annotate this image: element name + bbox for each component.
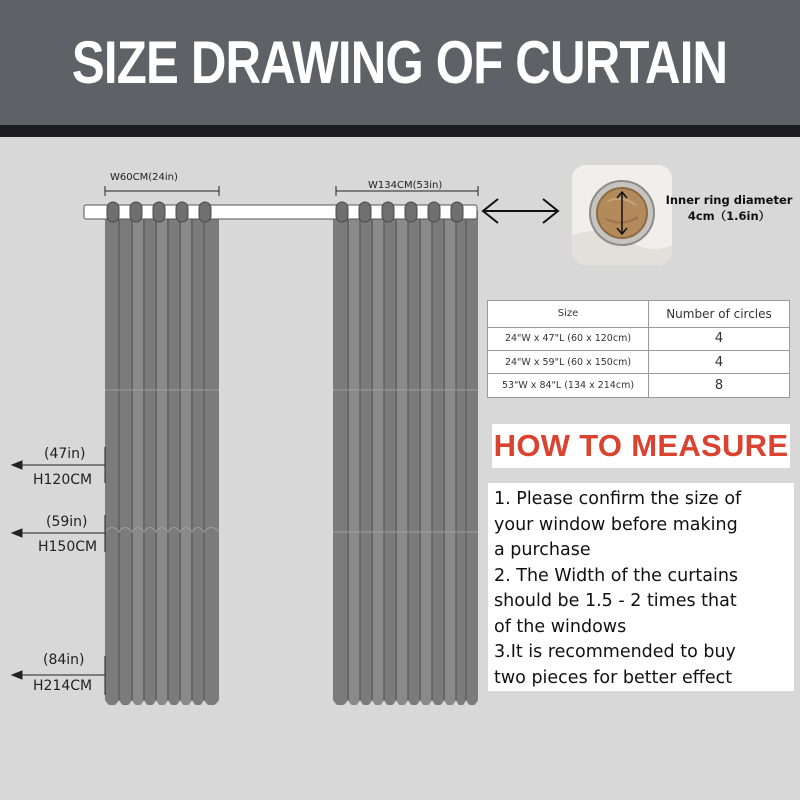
height-150-cm: H150CM [38, 539, 98, 555]
column-header-circles: Number of circles [649, 301, 790, 328]
right-curtain [333, 211, 478, 710]
left-curtain [105, 211, 219, 710]
grommet-ring-icon [572, 165, 672, 265]
right-width-label: W134CM(53in) [368, 180, 443, 191]
height-214-cm: H214CM [33, 678, 93, 694]
height-214-inches: (84in) [43, 652, 85, 668]
instruction-line: should be 1.5 - 2 times that [494, 591, 737, 611]
table-cell-size: 53"W x 84"L (134 x 214cm) [488, 374, 649, 398]
ring-label-line2: 4cm（1.6in） [687, 209, 771, 223]
height-120-inches: (47in) [44, 446, 86, 462]
double-arrow-icon [483, 199, 558, 223]
ring-label-line1: Inner ring diameter [665, 193, 793, 207]
table-cell-circles: 4 [649, 327, 790, 350]
table-header-row [488, 301, 790, 328]
table-row [488, 327, 790, 350]
table-cell-size: 24"W x 47"L (60 x 120cm) [488, 327, 649, 350]
instruction-line: 1. Please confirm the size of [494, 489, 742, 509]
how-to-measure-banner [492, 424, 790, 468]
width-dimension-left [105, 186, 219, 196]
ring-photo [572, 165, 672, 265]
height-150-inches: (59in) [46, 514, 88, 530]
table-cell-size: 24"W x 59"L (60 x 150cm) [488, 351, 649, 374]
left-width-label: W60CM(24in) [110, 172, 178, 183]
page-title: SIZE DRAWING OF CURTAIN [72, 29, 728, 96]
instruction-line: 2. The Width of the curtains [494, 565, 739, 586]
instruction-line: your window before making [494, 514, 738, 535]
ring-diameter-label [664, 192, 794, 224]
table-cell-circles: 8 [649, 374, 790, 398]
table-row [488, 374, 790, 398]
column-header-size: Size [488, 301, 649, 328]
curtain-rod [84, 205, 477, 219]
table-row [488, 351, 790, 374]
instruction-line: a purchase [494, 540, 591, 560]
instruction-line: of the windows [494, 616, 627, 637]
table-cell-circles: 4 [649, 351, 790, 374]
height-120-cm: H120CM [33, 472, 93, 488]
instruction-line: two pieces for better effect [494, 667, 733, 688]
size-table [487, 300, 790, 398]
instruction-line: 3.It is recommended to buy [494, 642, 736, 662]
instructions-box [488, 483, 794, 691]
how-to-measure-title: HOW TO MEASURE [493, 428, 789, 463]
